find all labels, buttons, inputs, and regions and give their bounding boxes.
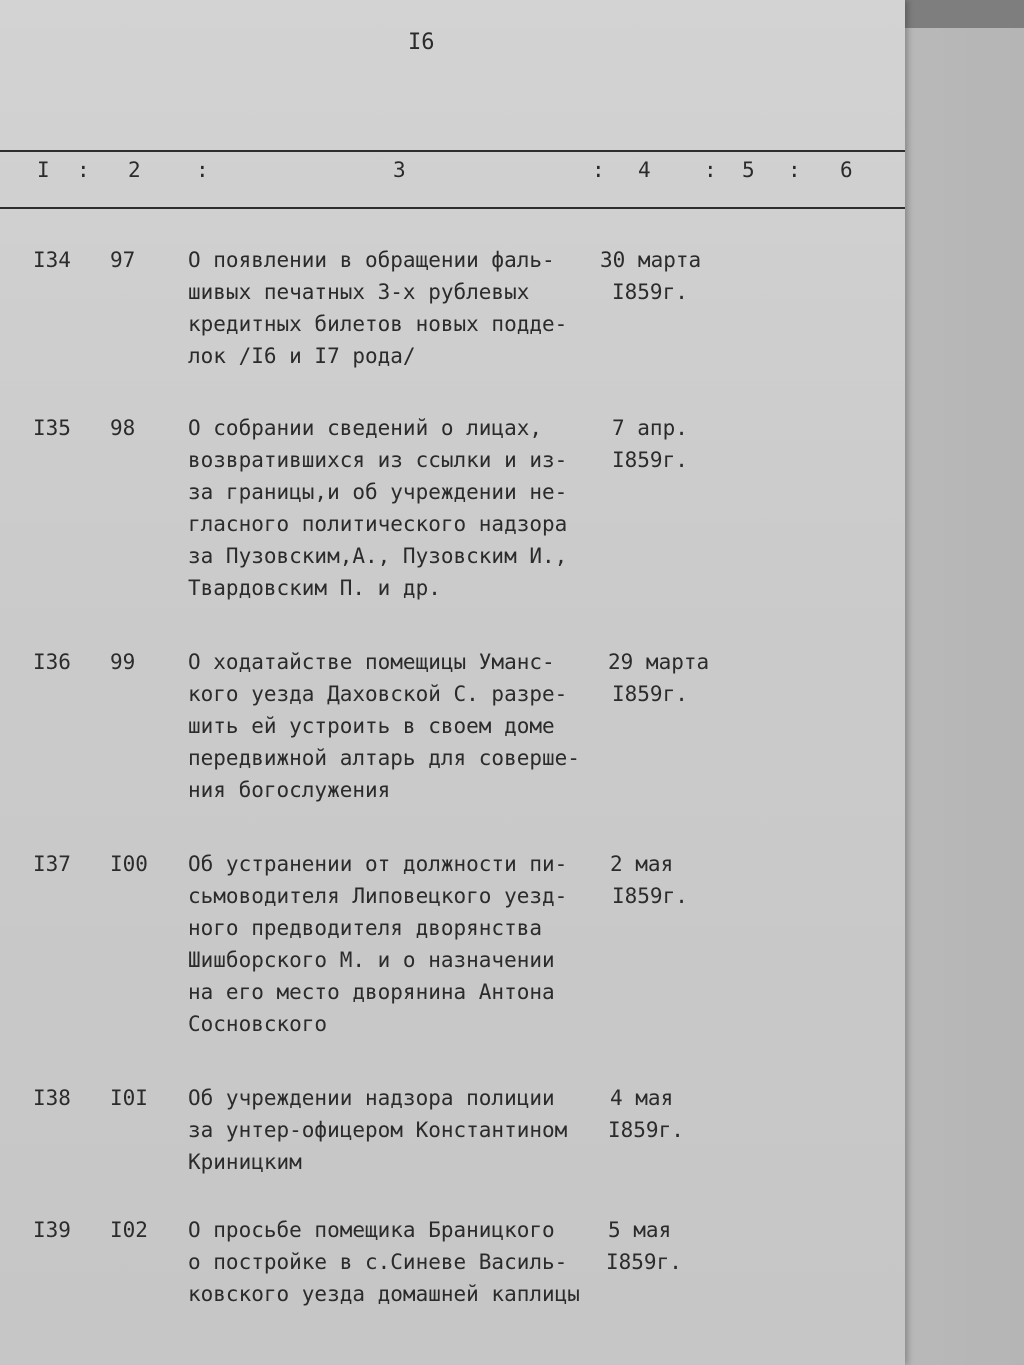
entry-date (600, 1082, 730, 1146)
title-line: Шишборского М. и о назначении (188, 948, 555, 972)
title-line: ного предводителя дворянства (188, 916, 543, 940)
header-col-5: 5 (742, 158, 755, 182)
header-col-3: 3 (393, 158, 406, 182)
header-top-rule (0, 150, 905, 152)
title-line: кредитных билетов новых подде- (188, 312, 568, 336)
date-day: 30 марта (600, 248, 702, 272)
title-line: лок /I6 и I7 рода/ (188, 344, 416, 368)
entry-title (188, 412, 598, 604)
title-line: сьмоводителя Липовецкого уезд- (188, 884, 568, 908)
header-col-1: I (37, 158, 50, 182)
column-header-row (0, 158, 905, 198)
date-day: 7 апр. (612, 416, 688, 440)
date-day: 5 мая (608, 1218, 672, 1242)
title-line: Об учреждении надзора полиции (188, 1086, 555, 1110)
title-line: Сосновского (188, 1012, 328, 1036)
title-line: шивых печатных 3-х рублевых (188, 280, 530, 304)
header-separator: : (788, 158, 801, 182)
title-line: на его место дворянина Антона (188, 980, 555, 1004)
entry-title (188, 646, 598, 806)
title-line: за границы,и об учреждении не- (188, 480, 568, 504)
entry-title (188, 1214, 598, 1310)
entry-number: I37 (33, 852, 71, 876)
title-line: за Пузовским,А., Пузовским И., (188, 544, 568, 568)
date-year: I859г. (608, 1118, 684, 1142)
entry-number: I36 (33, 650, 71, 674)
title-line: Об устранении от должности пи- (188, 852, 568, 876)
title-line: Твардовским П. и др. (188, 576, 441, 600)
title-line: кого уезда Даховской С. разре- (188, 682, 568, 706)
case-number: 99 (110, 650, 136, 674)
entry-title (188, 244, 598, 372)
entry-number: I35 (33, 416, 71, 440)
title-line: О появлении в обращении фаль- (188, 248, 555, 272)
entry-number: I39 (33, 1218, 71, 1242)
case-number: 98 (110, 416, 136, 440)
header-separator: : (77, 158, 90, 182)
entry-title (188, 848, 598, 1040)
date-year: I859г. (612, 884, 688, 908)
header-col-4: 4 (638, 158, 651, 182)
page-number: I6 (408, 30, 435, 55)
title-line: о постройке в с.Синеве Василь- (188, 1250, 568, 1274)
entry-date (600, 848, 730, 912)
header-separator: : (592, 158, 605, 182)
date-day: 2 мая (610, 852, 674, 876)
header-separator: : (196, 158, 209, 182)
title-line: Криницким (188, 1150, 302, 1174)
title-line: О ходатайстве помещицы Уманс- (188, 650, 555, 674)
title-line: возвратившихся из ссылки и из- (188, 448, 568, 472)
case-number: 97 (110, 248, 136, 272)
entry-title (188, 1082, 598, 1178)
entry-date (600, 1214, 730, 1278)
date-year: I859г. (612, 448, 688, 472)
title-line: шить ей устроить в своем доме (188, 714, 555, 738)
header-col-6: 6 (840, 158, 853, 182)
entry-number: I38 (33, 1086, 71, 1110)
case-number: I0I (110, 1086, 148, 1110)
title-line: ковского уезда домашней каплицы (188, 1282, 580, 1306)
date-year: I859г. (612, 280, 688, 304)
case-number: I02 (110, 1218, 148, 1242)
entry-date (600, 646, 730, 710)
date-day: 29 марта (608, 650, 710, 674)
title-line: ния богослужения (188, 778, 391, 802)
date-year: I859г. (606, 1250, 682, 1274)
entry-date (600, 244, 730, 308)
title-line: О собрании сведений о лицах, (188, 416, 543, 440)
header-col-2: 2 (128, 158, 141, 182)
date-day: 4 мая (610, 1086, 674, 1110)
title-line: за унтер-офицером Константином (188, 1118, 568, 1142)
title-line: передвижной алтарь для соверше- (188, 746, 580, 770)
entry-date (600, 412, 730, 476)
date-year: I859г. (612, 682, 688, 706)
entry-number: I34 (33, 248, 71, 272)
header-separator: : (704, 158, 717, 182)
header-bottom-rule (0, 207, 905, 209)
title-line: гласного политического надзора (188, 512, 568, 536)
case-number: I00 (110, 852, 148, 876)
title-line: О просьбе помещика Браницкого (188, 1218, 555, 1242)
